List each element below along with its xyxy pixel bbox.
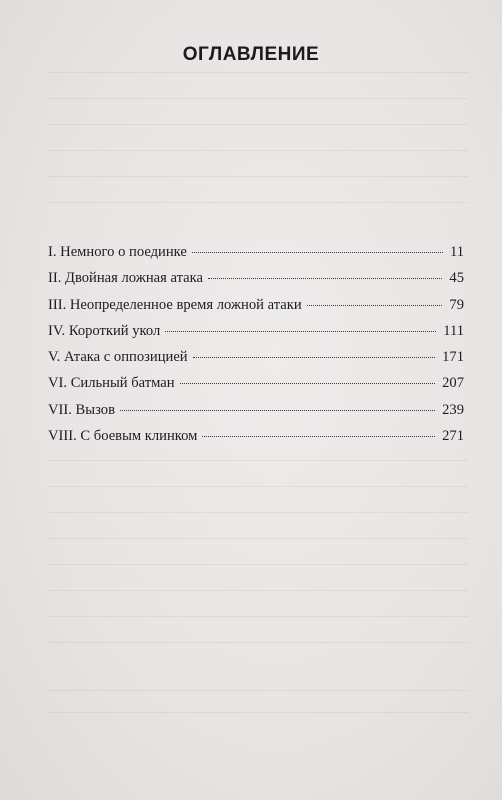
toc-leader-dots [192, 251, 443, 253]
bleed-through-line [48, 616, 468, 617]
toc-entry-7[interactable] [48, 397, 464, 423]
toc-entry-page: 45 [449, 270, 464, 287]
toc-entry-page: 11 [449, 244, 464, 260]
bleed-through-line [48, 642, 468, 643]
toc-entry-1[interactable] [48, 239, 464, 265]
toc-leader-dots [165, 330, 436, 332]
toc-entry-page: 171 [442, 349, 464, 366]
bleed-through-line [48, 98, 468, 99]
page-title: ОГЛАВЛЕНИЕ [182, 44, 320, 65]
toc-entry-5[interactable] [48, 344, 464, 370]
table-of-contents [48, 239, 464, 449]
toc-entry-page: 207 [442, 375, 464, 392]
toc-entry-title: VII. Вызов [48, 401, 115, 418]
toc-entry-4[interactable] [48, 318, 464, 344]
bleed-through-line [48, 460, 468, 461]
bleed-through-line [48, 124, 468, 125]
bleed-through-line [48, 690, 468, 691]
toc-entry-title: VIII. С боевым клинком [48, 428, 198, 445]
bleed-through-line [48, 176, 468, 177]
toc-entry-title: III. Неопределенное время ложной атаки [48, 296, 302, 313]
toc-entry-title: II. Двойная ложная атака [48, 270, 203, 287]
toc-entry-page: 239 [442, 401, 464, 418]
toc-leader-dots [193, 356, 435, 358]
toc-entry-title: IV. Короткий укол [48, 322, 161, 339]
toc-entry-title: V. Атака с оппозицией [48, 349, 188, 366]
toc-entry-page: 271 [442, 428, 464, 445]
toc-leader-dots [208, 277, 442, 279]
toc-entry-page: 79 [449, 296, 464, 313]
bleed-through-line [48, 564, 468, 565]
bleed-through-line [48, 202, 468, 203]
toc-entry-title: VI. Сильный батман [48, 375, 175, 392]
toc-entry-title: I. Немного о поединке [48, 244, 187, 260]
bleed-through-line [48, 72, 468, 73]
toc-leader-dots [307, 304, 443, 306]
bleed-through-line [48, 538, 468, 539]
bleed-through-line [48, 512, 468, 513]
toc-entry-8[interactable] [48, 423, 464, 449]
toc-leader-dots [180, 382, 436, 384]
toc-entry-page: 111 [443, 322, 464, 339]
bleed-through-line [48, 590, 468, 591]
bleed-through-line [48, 486, 468, 487]
toc-entry-3[interactable] [48, 292, 464, 318]
bleed-through-line [48, 150, 468, 151]
bleed-through-line [48, 712, 468, 713]
toc-leader-dots [120, 409, 435, 411]
toc-entry-6[interactable] [48, 370, 464, 396]
toc-entry-2[interactable] [48, 265, 464, 291]
toc-leader-dots [202, 435, 435, 437]
